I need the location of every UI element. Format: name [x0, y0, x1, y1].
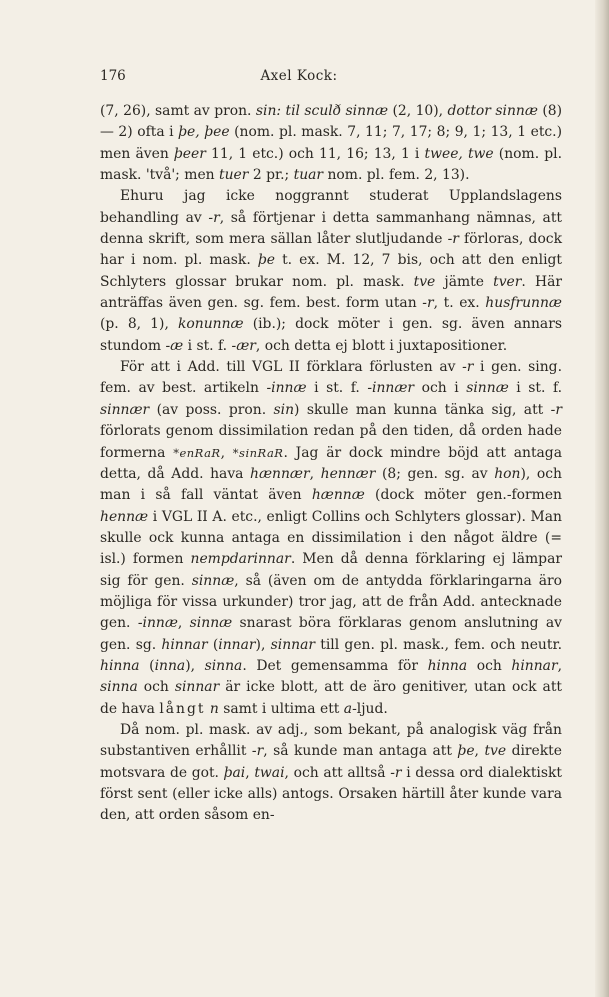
text-run: tve [413, 273, 436, 290]
text-run: tver [493, 273, 522, 290]
text-run: Då nom. pl. mask. av adj., som bekant, på analogisk väg från substantiven erhållit [100, 721, 562, 760]
text-run: hennæ [100, 508, 149, 525]
text-run: snarast böra förklaras genom anslutning av gen. sg. [100, 615, 562, 653]
text-run: För att i Add. till VGL II förklara förlusten av [120, 359, 463, 376]
text-run: . Men då denna förklaring ej lämpar sig för gen. [100, 551, 562, 589]
text-run: Ehuru jag icke noggrannt studerat Upplandslagens behandling av [100, 188, 562, 226]
text-run: , [474, 743, 485, 760]
text-run: tuar [293, 167, 324, 184]
text-run: (8; gen. sg. av [375, 465, 495, 482]
text-run: nom. pl. fem. 2, 13). [323, 167, 470, 184]
text-run: (nom. pl. mask. 'två'; men [100, 145, 562, 184]
text-run: nempdarinnar [190, 551, 291, 568]
text-run: (dock möter gen.-formen [364, 487, 562, 504]
text-run: (av poss. pron. [149, 401, 274, 418]
running-head [100, 66, 498, 86]
text-run: ) skulle man kunna tänka sig, att [294, 401, 551, 418]
text-run: innar [218, 636, 256, 653]
text-run: hon [494, 465, 521, 482]
text-run: inna [154, 657, 186, 674]
text-run: förloras, dock har i nom. pl. mask. [100, 231, 563, 269]
text-run: sinna [204, 657, 243, 674]
text-run: , så kunde man antaga att [263, 743, 458, 760]
text-run: i st. f. [508, 380, 563, 397]
text-run: -ljud. [352, 700, 388, 717]
text-run: -r [208, 209, 220, 226]
text-run: i VGL II A. etc., enligt Collins och Schlyters glossar). Man skulle ock kunna antaga en dissimilation i den något äldre (= isl.) formen [100, 508, 562, 568]
text-run: sinnær [100, 401, 150, 418]
text-run: -ær [231, 337, 256, 354]
text-run: 11, 1 etc.) och 11, 16; 13, 1 i [205, 145, 425, 162]
text-run: , [557, 657, 562, 674]
text-run: tuer [219, 167, 249, 184]
text-run: þe [457, 743, 475, 760]
text-run: þe [257, 252, 275, 269]
text-run: (nom. pl. mask. 7, 11; 7, 17; 8; 9, 1; 13, 1 etc.) men även [100, 124, 563, 162]
text-run: , [220, 444, 233, 461]
text-run: -innær [367, 380, 415, 397]
text-run: sinna [100, 679, 138, 696]
text-run: samt i ultima ett [218, 700, 344, 717]
text-run: till gen. pl. mask., fem. och neutr. [315, 636, 562, 653]
text-run: *enRaR [173, 445, 221, 460]
text-run: -r [447, 231, 459, 248]
text-run: (2, 10), [388, 103, 448, 119]
text-run: (7, 26), samt av pron. [100, 103, 256, 119]
text-run: (8) — 2) ofta i [100, 103, 562, 141]
text-run: hinnar [511, 657, 558, 674]
text-run: n [209, 700, 219, 717]
text-run: husfrunnæ [485, 295, 562, 312]
text-run: , och detta ej blott i juxtapositioner. [255, 337, 508, 354]
text-run: -innæ [266, 380, 307, 397]
text-run: i st. f. [306, 380, 368, 397]
text-run: dottor sinnæ [447, 103, 538, 119]
text-run: -r [251, 743, 264, 760]
text-run: . Jag är dock mindre böjd att antaga detta, då Add. hava [100, 444, 562, 482]
paragraph-4 [100, 720, 562, 827]
text-run: -æ [165, 337, 184, 354]
text-run: är icke blott, att de äro genitiver, utan ock att de hava [100, 679, 562, 717]
text-run: i st. f. [183, 337, 232, 354]
text-run: ( [207, 636, 219, 653]
text-run: , så (även om de antydda förklaringarna äro möjliga för vissa urkunder) tror jag, att de från Add. antecknade gen. [100, 572, 562, 632]
text-run: hænnæ [311, 487, 365, 504]
text-run: þeer [173, 145, 206, 162]
text-run: ), och man i så fall väntat även [100, 465, 562, 504]
text-run: ), [255, 636, 271, 653]
text-run: . Här anträffas även gen. sg. fem. best. form utan [100, 273, 562, 312]
text-run: direkte motsvara de got. [100, 743, 562, 781]
text-run: . Det gemensamma för [242, 657, 428, 674]
text-run: ), [185, 657, 205, 674]
text-run: (ib.); dock möter i gen. sg. även annars stundom [100, 316, 562, 354]
body-text [100, 101, 562, 827]
text-run: -r [550, 401, 562, 418]
text-run: och [467, 657, 512, 674]
text-run: hinna [100, 657, 140, 674]
text-run: sinnæ [191, 572, 235, 589]
text-run: sinnar [174, 679, 220, 696]
text-run: (p. 8, 1), [100, 316, 178, 333]
text-run: *sinRaR [232, 445, 284, 460]
text-run: þe, þee [178, 124, 230, 141]
text-run: sin: til sculð sinnæ [255, 103, 389, 119]
text-run: tve [484, 743, 507, 760]
paragraph-3 [100, 357, 562, 720]
text-run: hinnar [161, 636, 208, 653]
text-run: t. ex. M. 12, 7 bis, och att den enligt Schlyters glossar brukar nom. pl. mask. [100, 252, 562, 290]
paragraph-2 [100, 186, 562, 357]
text-run: i gen. sing. fem. av best. artikeln [100, 359, 562, 397]
text-run: -innæ [137, 615, 178, 632]
running-title: Axel Kock: [260, 68, 338, 84]
text-run: twee, twe [424, 145, 494, 162]
text-run: , så förtjenar i detta sammanhang nämnas, att denna skrift, som mera sällan låter slutljudande [100, 209, 562, 248]
text-run: sin [273, 401, 295, 418]
text-run: a [343, 700, 353, 717]
page-edge-shadow [595, 0, 609, 997]
text-run: hænnær [250, 465, 310, 482]
text-run: , [245, 764, 255, 781]
text-run: , t. ex. [433, 295, 486, 312]
text-run: konunnæ [177, 316, 244, 333]
text-run: sinnæ [189, 615, 233, 632]
text-run: i dessa ord dialektiskt först sent (eller icke alls) antogs. Orsaken härtill åter kunde vara den, att orden såsom en- [100, 764, 562, 824]
text-run: och i [414, 380, 467, 397]
text-run: twai [254, 764, 285, 781]
text-run: -r [422, 295, 434, 312]
page-number: 176 [100, 68, 126, 84]
text-run: ( [139, 657, 155, 674]
text-run: sinnar [270, 636, 316, 653]
text-run: sinnæ [466, 380, 509, 397]
text-run: -r [462, 359, 474, 376]
text-run: hinna [427, 657, 468, 674]
paragraph-1 [100, 101, 562, 186]
text-run: , [309, 465, 321, 482]
text-run: , och att alltså [284, 764, 391, 781]
text-run: jämte [435, 273, 494, 290]
text-run: och [137, 679, 175, 696]
text-run: långt [159, 700, 206, 717]
text-run: hennær [320, 465, 376, 482]
text-run: -r [390, 764, 402, 781]
text-run: förlorats genom dissimilation redan på den tiden, då orden hade formerna [100, 423, 562, 461]
text-run: 2 pr.; [248, 167, 294, 184]
text-run: þai [223, 764, 246, 781]
text-run: , [177, 615, 190, 632]
